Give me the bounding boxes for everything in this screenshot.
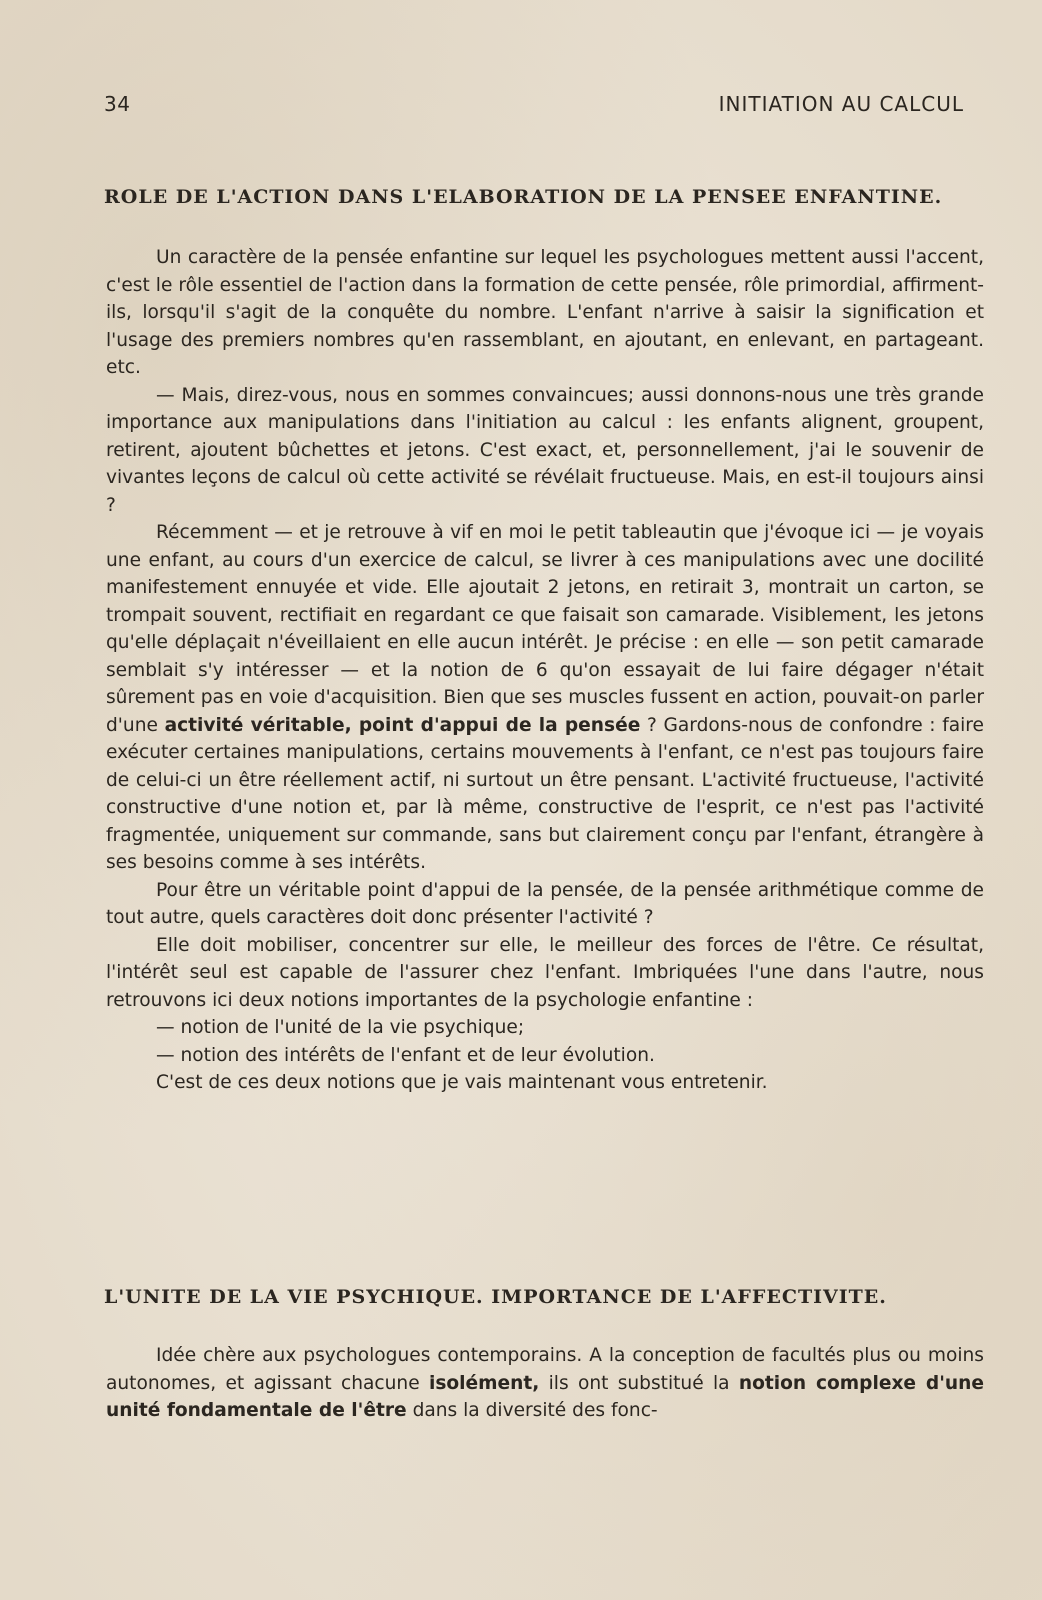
paragraph: Pour être un véritable point d'appui de la pensée, de la pensée arithmétique comme de tout autre, quels caractères doit donc présenter l'activité ? — [106, 879, 984, 928]
text-run: Récemment — et je retrouve à vif en moi le petit tableautin que j'évoque ici — je voyais une enfant, au cours d'un exercice de calcul, se livrer à ces manipulations avec une docilité manifestement ennuyée et vide. Elle ajoutait 2 jetons, en retirait 3, montrait un carton, se trompait souvent, rectifiait en regardant ce que faisait son camarade. Visiblement, les jetons qu'elle déplaçait n'éveillaient en elle aucun intérêt. Je précise : en elle — son petit camarade semblait s'y intéresser — et la notion de 6 qu'on essayait de lui faire dégager n'était sûrement pas en voie d'acquisition. Bien que ses muscles fussent en action, pouvait-on parler d'une — [106, 522, 984, 736]
section-body-role-action — [106, 244, 984, 1097]
paragraph: C'est de ces deux notions que je vais maintenant vous entretenir. — [156, 1072, 768, 1093]
section-heading-role-action: ROLE DE L'ACTION DANS L'ELABORATION DE LA PENSEE ENFANTINE. — [104, 186, 943, 208]
list-item: — notion de l'unité de la vie psychique; — [156, 1017, 525, 1038]
running-head — [104, 92, 964, 120]
page-number: 34 — [104, 92, 131, 116]
text-run: ? Gardons-nous de confondre : faire exécuter certaines manipulations, certains mouvements à l'enfant, ce n'est pas toujours faire de celui-ci un être réellement actif, ni surtout un être pensant. L'activité fructueuse, l'activité constructive d'une notion et, par là même, constructive de l'esprit, ce n'est pas l'activité fragmentée, uniquement sur commande, sans but clairement conçu par l'enfant, étrangère à ses besoins comme à ses intérêts. — [106, 714, 984, 873]
paragraph — [106, 1342, 984, 1425]
bold-emphasis: notion complexe d'une unité fondamentale de l'être — [106, 1372, 984, 1421]
book-title: INITIATION AU CALCUL — [718, 92, 964, 116]
paragraph: Un caractère de la pensée enfantine sur lequel les psychologues mettent aussi l'accent, c'est le rôle essentiel de l'action dans la formation de cette pensée, rôle primordial, affirment-ils, lorsqu'il s'agit de la conquête du nombre. L'enfant n'arrive à saisir la signification et l'usage des premiers nombres qu'en rassemblant, en ajoutant, en enlevant, en partageant. etc. — [106, 247, 984, 378]
section-body-unite-vie-psychique — [106, 1342, 984, 1425]
text-run: Idée chère aux psychologues contemporains. A la conception de facultés plus ou moins autonomes, et agissant chacune — [106, 1345, 984, 1394]
text-run: dans la diversité des fonc- — [412, 1400, 658, 1421]
paragraph — [106, 519, 984, 877]
bold-emphasis: isolément, — [428, 1372, 540, 1394]
paragraph: Elle doit mobiliser, concentrer sur elle, le meilleur des forces de l'être. Ce résultat, l'intérêt seul est capable de l'assurer chez l'enfant. Imbriquées l'une dans l'autre, nous retrouvons ici deux notions importantes de la psychologie enfantine : — [106, 934, 984, 1011]
section-heading-unite-vie-psychique: L'UNITE DE LA VIE PSYCHIQUE. IMPORTANCE DE L'AFFECTIVITE. — [104, 1286, 887, 1308]
paragraph: — Mais, direz-vous, nous en sommes convaincues; aussi donnons-nous une très grande importance aux manipulations dans l'initiation au calcul : les enfants alignent, groupent, retirent, ajoutent bûchettes et jetons. C'est exact, et, personnellement, j'ai le souvenir de vivantes leçons de calcul où cette activité se révélait fructueuse. Mais, en est-il toujours ainsi ? — [106, 384, 984, 516]
text-run: ils ont substitué la — [548, 1372, 730, 1394]
bold-emphasis: activité véritable, point d'appui de la pensée — [164, 714, 641, 736]
list-item: — notion des intérêts de l'enfant et de leur évolution. — [156, 1044, 655, 1066]
